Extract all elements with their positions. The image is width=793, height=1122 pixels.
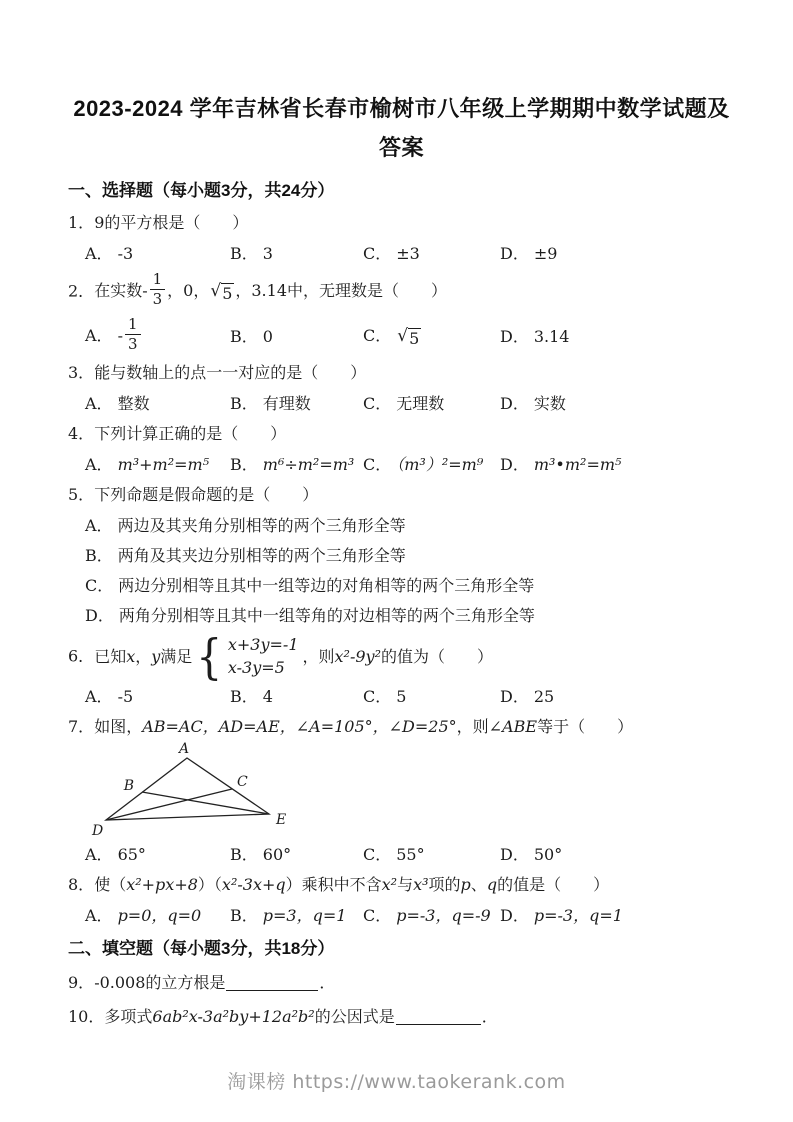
question-9-line — [68, 971, 735, 995]
question-1-line — [68, 212, 735, 234]
option-value: 60° — [262, 845, 292, 865]
question-text: 使（x²+px+8）（x²-3x+q）乘积中不含x²与x³项的p、q的值是（ ） — [94, 875, 610, 895]
option-value: 0 — [262, 326, 273, 346]
q7-option-c — [363, 844, 500, 865]
q2-option-c — [363, 325, 500, 348]
option-label: B． — [230, 326, 258, 346]
question-text: 能与数轴上的点一一对应的是（ ） — [94, 363, 367, 382]
option-value: 有理数 — [262, 394, 311, 413]
question-number: 10． — [68, 1007, 105, 1027]
question-number: 2． — [68, 281, 95, 301]
question-number: 3． — [68, 363, 95, 382]
option-label: B． — [230, 394, 258, 413]
triangle-figure — [90, 742, 290, 840]
option-value: 无理数 — [396, 394, 445, 413]
question-7-figure-wrap — [90, 742, 735, 840]
vertex-label-c: C — [237, 774, 248, 791]
q7-option-d — [500, 844, 735, 865]
q3-option-d — [500, 393, 735, 414]
q2-option-a — [85, 314, 230, 356]
q7-option-a — [85, 844, 230, 865]
option-value: 两角分别相等且其中一组等角的对边相等的两个三角形全等 — [118, 606, 535, 625]
q2-option-d — [500, 326, 735, 347]
page-title: 2023-2024 学年吉林省长春市榆树市八年级上学期期中数学试题及答案 — [73, 96, 730, 160]
option-value: ±3 — [396, 244, 420, 263]
question-8-line — [68, 874, 735, 896]
q6-option-d — [500, 686, 735, 707]
option-label: A． — [85, 455, 113, 474]
option-value: 4 — [262, 687, 273, 707]
option-label: D． — [500, 326, 529, 346]
option-label: D． — [500, 906, 529, 926]
option-value: √ 5 — [397, 325, 420, 348]
option-label: B． — [230, 244, 258, 263]
option-label: C． — [363, 906, 392, 926]
question-2-line — [68, 270, 735, 311]
question-7 — [68, 716, 735, 865]
q2-option-b — [230, 326, 363, 347]
option-value: 25 — [533, 687, 555, 707]
option-label: B． — [230, 687, 258, 707]
option-label: C． — [363, 325, 392, 345]
question-number: 6． — [68, 646, 95, 666]
question-1-options — [68, 243, 735, 264]
question-4-line — [68, 423, 735, 445]
option-label: D． — [500, 687, 529, 707]
option-value: - $\frac{1}{3}$ — [118, 326, 143, 345]
q1-option-d — [500, 243, 735, 264]
question-9 — [68, 971, 735, 995]
site-watermark: 淘课榜 https://www.taokerank.com — [227, 1071, 566, 1093]
question-4-options — [68, 454, 735, 475]
question-number: 9． — [68, 973, 95, 993]
question-2 — [68, 270, 735, 355]
option-value: 两边及其夹角分别相等的两个三角形全等 — [117, 516, 406, 535]
option-label: A． — [85, 244, 113, 263]
question-6-options — [68, 686, 735, 707]
question-3-line — [68, 362, 735, 384]
question-text: 下列计算正确的是（ ） — [94, 424, 287, 443]
question-7-line — [68, 716, 735, 738]
vertex-label-a: A — [178, 742, 190, 758]
question-text: 在实数- $\frac{1}{3}$ ，0， √ 5 ，3.14中，无理数是（ ） — [94, 270, 448, 309]
option-value: m⁶÷m²=m³ — [262, 455, 355, 474]
question-7-options — [68, 844, 735, 865]
question-5-line — [68, 484, 735, 506]
q6-option-c — [363, 686, 500, 707]
question-number: 5． — [68, 485, 95, 504]
question-number: 4． — [68, 424, 95, 443]
question-5-options — [68, 515, 735, 626]
option-label: B． — [230, 845, 258, 865]
question-text: 如图，AB=AC，AD=AE，∠A=105°，∠D=25°，则∠ABE等于（ ） — [94, 717, 634, 737]
q1-option-a — [85, 243, 230, 264]
option-label: D． — [500, 455, 529, 474]
option-value: 实数 — [533, 394, 566, 413]
option-label: B． — [230, 906, 258, 926]
q4-option-a — [85, 454, 230, 475]
q5-option-d — [85, 605, 735, 626]
q5-option-b — [85, 545, 735, 566]
vertex-label-e: E — [276, 812, 287, 829]
option-value: m³•m²=m⁵ — [533, 455, 622, 474]
q8-option-a — [85, 905, 230, 926]
q4-option-d — [500, 454, 735, 475]
option-value: 3 — [262, 244, 273, 263]
option-label: A． — [85, 325, 113, 345]
option-value: 50° — [533, 845, 563, 865]
option-label: B． — [85, 546, 113, 565]
section-2-heading: 二、填空题（每小题3分，共18分） — [68, 939, 335, 959]
q3-option-b — [230, 393, 363, 414]
q1-option-c — [363, 243, 500, 264]
q1-option-b — [230, 243, 363, 264]
q7-option-b — [230, 844, 363, 865]
question-text: 已知x，y满足 { x+3y=-1 x-3y=5 ，则x²-9y²的值为（ ） — [94, 629, 494, 685]
option-value: 5 — [396, 687, 407, 707]
q3-option-c — [363, 393, 500, 414]
option-label: C． — [363, 687, 392, 707]
q5-option-c — [85, 575, 735, 596]
option-value: 55° — [396, 845, 425, 865]
option-value: 3.14 — [533, 326, 570, 346]
option-label: D． — [500, 394, 529, 413]
option-value: p=3，q=1 — [262, 906, 347, 926]
section-1-heading: 一、选择题（每小题3分，共24分） — [68, 181, 335, 200]
option-label: B． — [230, 455, 258, 474]
option-label: C． — [363, 244, 392, 263]
option-label: D． — [85, 606, 114, 625]
option-value: 两角及其夹边分别相等的两个三角形全等 — [117, 546, 406, 565]
q4-option-b — [230, 454, 363, 475]
question-1 — [68, 212, 735, 264]
question-8-options — [68, 905, 735, 926]
answer-blank — [396, 1007, 481, 1025]
question-number: 8． — [68, 875, 95, 895]
question-text: -0.008的立方根是 ． — [94, 973, 336, 993]
question-2-options — [68, 314, 735, 356]
option-label: A． — [85, 906, 113, 926]
option-value: p=0，q=0 — [117, 906, 202, 926]
q6-option-b — [230, 686, 363, 707]
q5-option-a — [85, 515, 735, 536]
q8-option-b — [230, 905, 363, 926]
option-label: D． — [500, 845, 529, 865]
option-value: m³+m²=m⁵ — [117, 455, 210, 474]
vertex-label-b: B — [123, 778, 134, 795]
q4-option-c — [363, 454, 500, 475]
question-3-options — [68, 393, 735, 414]
option-label: C． — [363, 394, 392, 413]
option-label: D． — [500, 244, 529, 263]
option-value: ±9 — [533, 244, 558, 263]
option-label: A． — [85, 687, 113, 707]
answer-blank — [226, 973, 318, 991]
q3-option-a — [85, 393, 230, 414]
option-label: C． — [363, 845, 392, 865]
option-value: 65° — [117, 845, 146, 865]
question-8 — [68, 874, 735, 926]
option-value: p=-3，q=-9 — [396, 906, 491, 926]
question-6 — [68, 629, 735, 707]
question-number: 1． — [68, 213, 95, 232]
q8-option-c — [363, 905, 500, 926]
question-3 — [68, 362, 735, 414]
option-value: 两边分别相等且其中一组等边的对角相等的两个三角形全等 — [118, 576, 535, 595]
option-label: A． — [85, 845, 113, 865]
option-value: （m³）²=m⁹ — [396, 455, 484, 474]
option-value: p=-3，q=1 — [533, 906, 623, 926]
question-number: 7． — [68, 717, 95, 737]
question-5 — [68, 484, 735, 626]
q6-option-a — [85, 686, 230, 707]
question-10 — [68, 1005, 735, 1029]
option-label: C． — [363, 455, 392, 474]
question-text: 下列命题是假命题的是（ ） — [94, 485, 319, 504]
vertex-label-d: D — [92, 823, 104, 840]
question-10-line — [68, 1005, 735, 1029]
option-label: A． — [85, 516, 113, 535]
question-4 — [68, 423, 735, 475]
q8-option-d — [500, 905, 735, 926]
option-value: -3 — [117, 244, 134, 263]
option-label: C． — [85, 576, 114, 595]
question-text: 多项式6ab²x-3a²by+12a²b²的公因式是 ． — [104, 1007, 498, 1027]
option-label: A． — [85, 394, 113, 413]
option-value: 整数 — [117, 394, 150, 413]
question-text: 9的平方根是（ ） — [94, 213, 249, 232]
option-value: -5 — [117, 687, 134, 707]
question-6-line — [68, 629, 735, 685]
